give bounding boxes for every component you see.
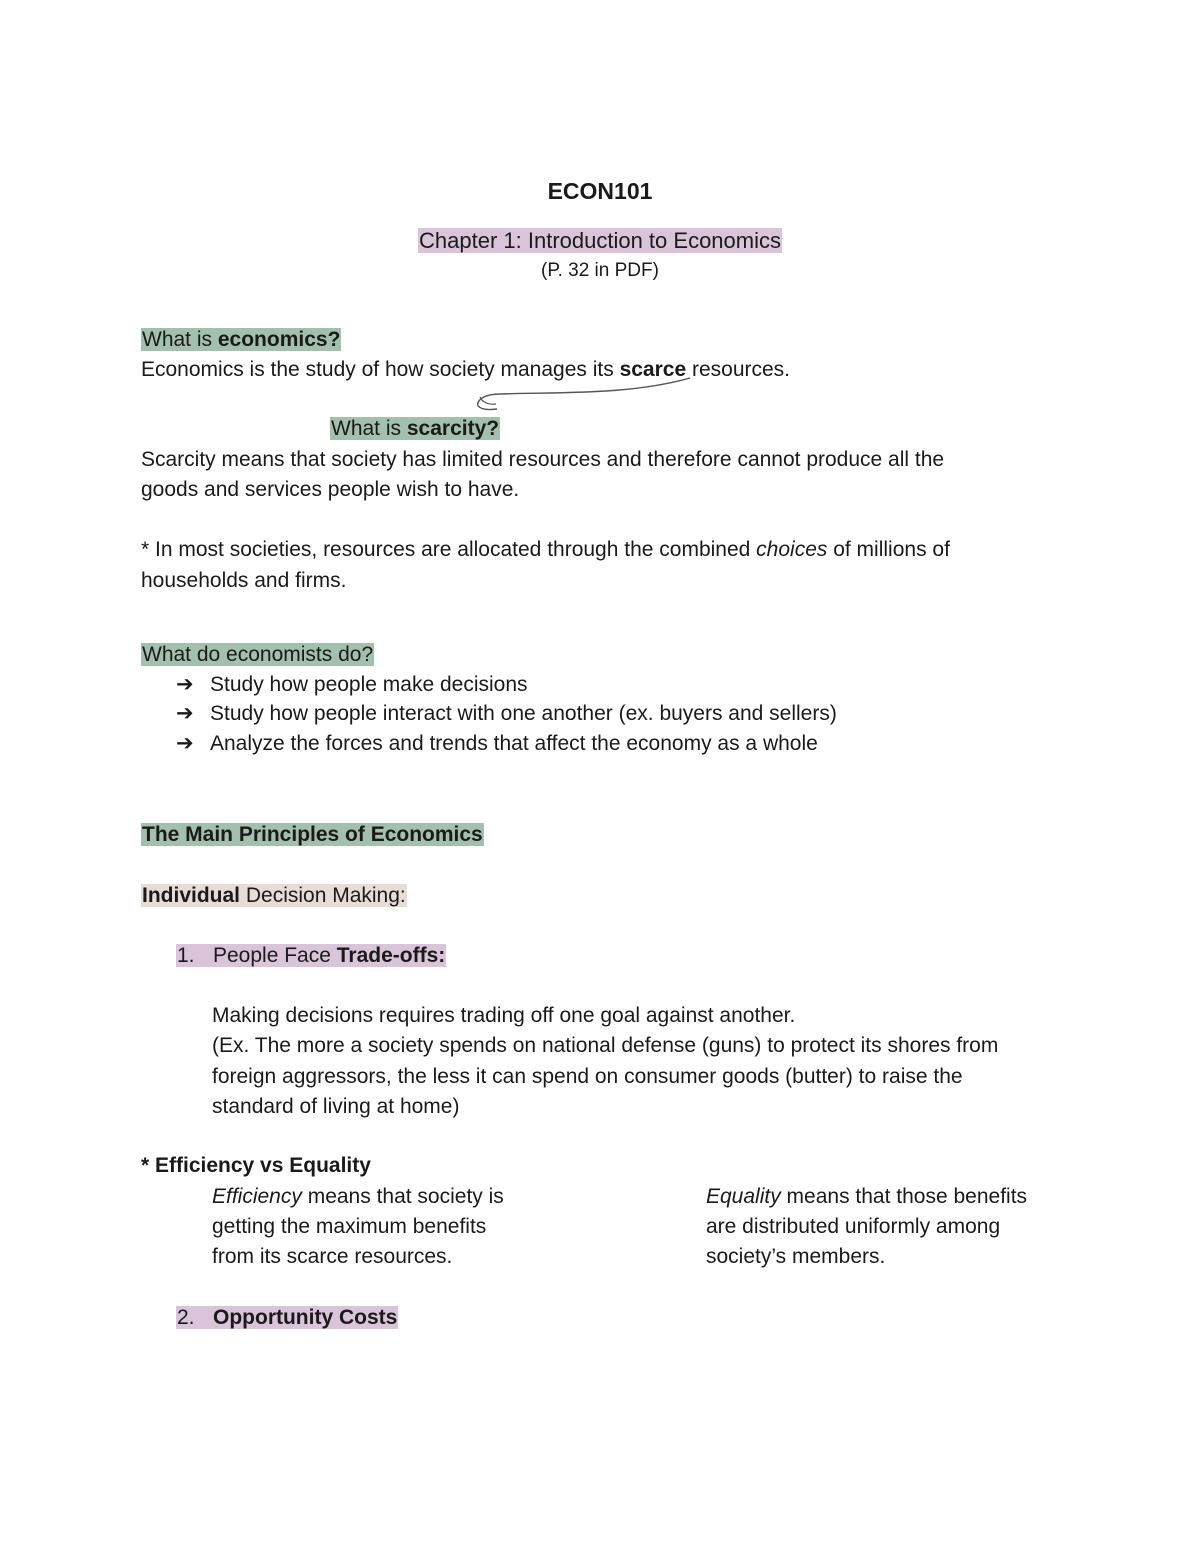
efficiency-line2: getting the maximum benefits [212,1215,487,1238]
arrow-bullet-icon: ➔ [176,673,194,696]
tradeoff-text-line1: Making decisions requires trading off one goal against another. [212,1004,796,1027]
arrow-bullet-icon: ➔ [176,732,194,755]
document-title: ECON101 [547,178,653,204]
equality-line3: society’s members. [706,1245,886,1268]
note-line1: * In most societies, resources are allocated through the combined choices of millions of [141,538,950,561]
scarcity-definition-line2: goods and services people wish to have. [141,478,520,501]
principle-2-heading: 2. Opportunity Costs [177,1306,398,1329]
scarcity-definition-line1: Scarcity means that society has limited resources and therefore cannot produce all the [141,448,945,471]
tradeoff-text-line4: standard of living at home) [212,1095,460,1118]
question-scarcity: What is scarcity? [331,417,500,440]
arrow-bullet-icon: ➔ [176,702,194,725]
chapter-heading-text: Chapter 1: Introduction to Economics [419,228,781,253]
principles-heading: The Main Principles of Economics [142,823,483,846]
question-economics: What is economics? [142,328,341,351]
question-economists: What do economists do? [142,643,374,666]
individual-decision-heading: Individual Decision Making: [142,884,406,907]
equality-line1: Equality means that those benefits [706,1185,1028,1208]
tradeoff-text-line2: (Ex. The more a society spends on national defense (guns) to protect its shores from [212,1034,999,1057]
list-item: ➔ Study how people interact with one another (ex. buyers and sellers) [176,699,837,729]
tradeoff-text-line3: foreign aggressors, the less it can spend on consumer goods (butter) to raise the [212,1065,963,1088]
principle-1-heading: 1. People Face Trade-offs: [177,944,446,967]
efficiency-equality-heading: * Efficiency vs Equality [141,1154,371,1177]
efficiency-line3: from its scarce resources. [212,1245,453,1268]
economics-definition: Economics is the study of how society manages its scarce resources. [141,358,791,381]
page-reference: (P. 32 in PDF) [541,260,659,281]
efficiency-line1: Efficiency means that society is [212,1185,504,1208]
equality-line2: are distributed uniformly among [706,1215,1001,1238]
list-item: ➔ Analyze the forces and trends that affect the economy as a whole [176,729,818,759]
note-line2: households and firms. [141,569,347,592]
list-item: ➔ Study how people make decisions [176,670,528,700]
